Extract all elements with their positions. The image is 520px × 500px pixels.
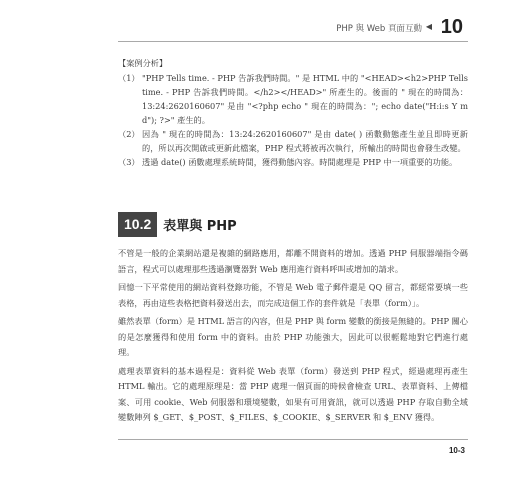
- paragraph: 雖然表單（form）是 HTML 語言的內容，但是 PHP 與 form 變數的銜接是無縫的。PHP 關心的是怎麼獲得和使用 form 中的資料。由於 PHP 功能強大，因此可以很輕鬆地對它們進行處理。: [118, 316, 468, 357]
- footer-divider: [118, 439, 468, 440]
- paragraph: 回憶一下平常使用的網站資料登錄功能，不管是 Web 電子郵件還是 QQ 留言，都經常要填一些表格，再由這些表格把資料發送出去，而完成這個工作的套件就是「表單（form）」。: [118, 282, 468, 308]
- case-analysis-title: 【案例分析】: [118, 58, 168, 68]
- header-divider: [118, 41, 468, 42]
- case-analysis-list: [118, 71, 468, 169]
- list-item-text: "PHP Tells time. - PHP 告訴我們時間。" 是 HTML 中的 "<HEAD><h2>PHP Tells time. - PHP 告訴我們時間。</h2></HEAD>" 所產生的。後面的 " 現在的時間為：13:24:2620160607" 是由 "<?php echo " 現在的時間為："; echo date("H:i:s Y m d"); ?>" 產生的。: [142, 73, 468, 125]
- list-item: [118, 71, 468, 127]
- header-arrow-icon: ◀: [425, 22, 432, 31]
- running-header-title: PHP 與 Web 頁面互動: [336, 24, 422, 34]
- section-number-badge: 10.2: [118, 212, 157, 237]
- page-number: 10-3: [448, 446, 465, 455]
- list-item-number: （1）: [118, 73, 140, 83]
- paragraph: 不管是一般的企業網站還是複雜的網路應用，都離不開資料的增加。透過 PHP 伺服器端指令碼語言，程式可以處理那些透過瀏覽器對 Web 應用進行資料呼叫或增加的請求。: [118, 248, 468, 274]
- list-item: [118, 155, 468, 169]
- paragraph: 處理表單資料的基本過程是：資料從 Web 表單（form）發送到 PHP 程式，經過處理再產生 HTML 輸出。它的處理原理是：當 PHP 處理一個頁面的時候會檢查 URL、表單資料、上傳檔案、可用 cookie、Web 伺服器和環境變數，如果有可用資訊，就可以透過 PHP 存取自動全域變數陣列 $_GET、$_POST、$_FILES、$_COOKIE、$_SERVER 和 $_ENV 獲得。: [118, 365, 468, 422]
- case-analysis-block: [118, 56, 468, 169]
- section-heading: [118, 212, 468, 237]
- list-item-text: 透過 date() 函數處理系統時間，獲得動態內容。時間處理是 PHP 中一項重要的功能。: [142, 157, 458, 167]
- list-item-number: （3）: [118, 157, 140, 167]
- list-item-text: 因為 " 現在的時間為：13:24:2620160607" 是由 date( ) 函數動態產生並且即時更新的，所以再次開啟或更新此檔案，PHP 程式將被再次執行，所輸出的時間也會發生改變。: [142, 129, 468, 153]
- chapter-number: 10: [440, 16, 463, 38]
- list-item-number: （2）: [118, 129, 140, 139]
- list-item: [118, 127, 468, 155]
- body-text: [118, 246, 468, 429]
- section-title: 表單與 PHP: [163, 219, 237, 234]
